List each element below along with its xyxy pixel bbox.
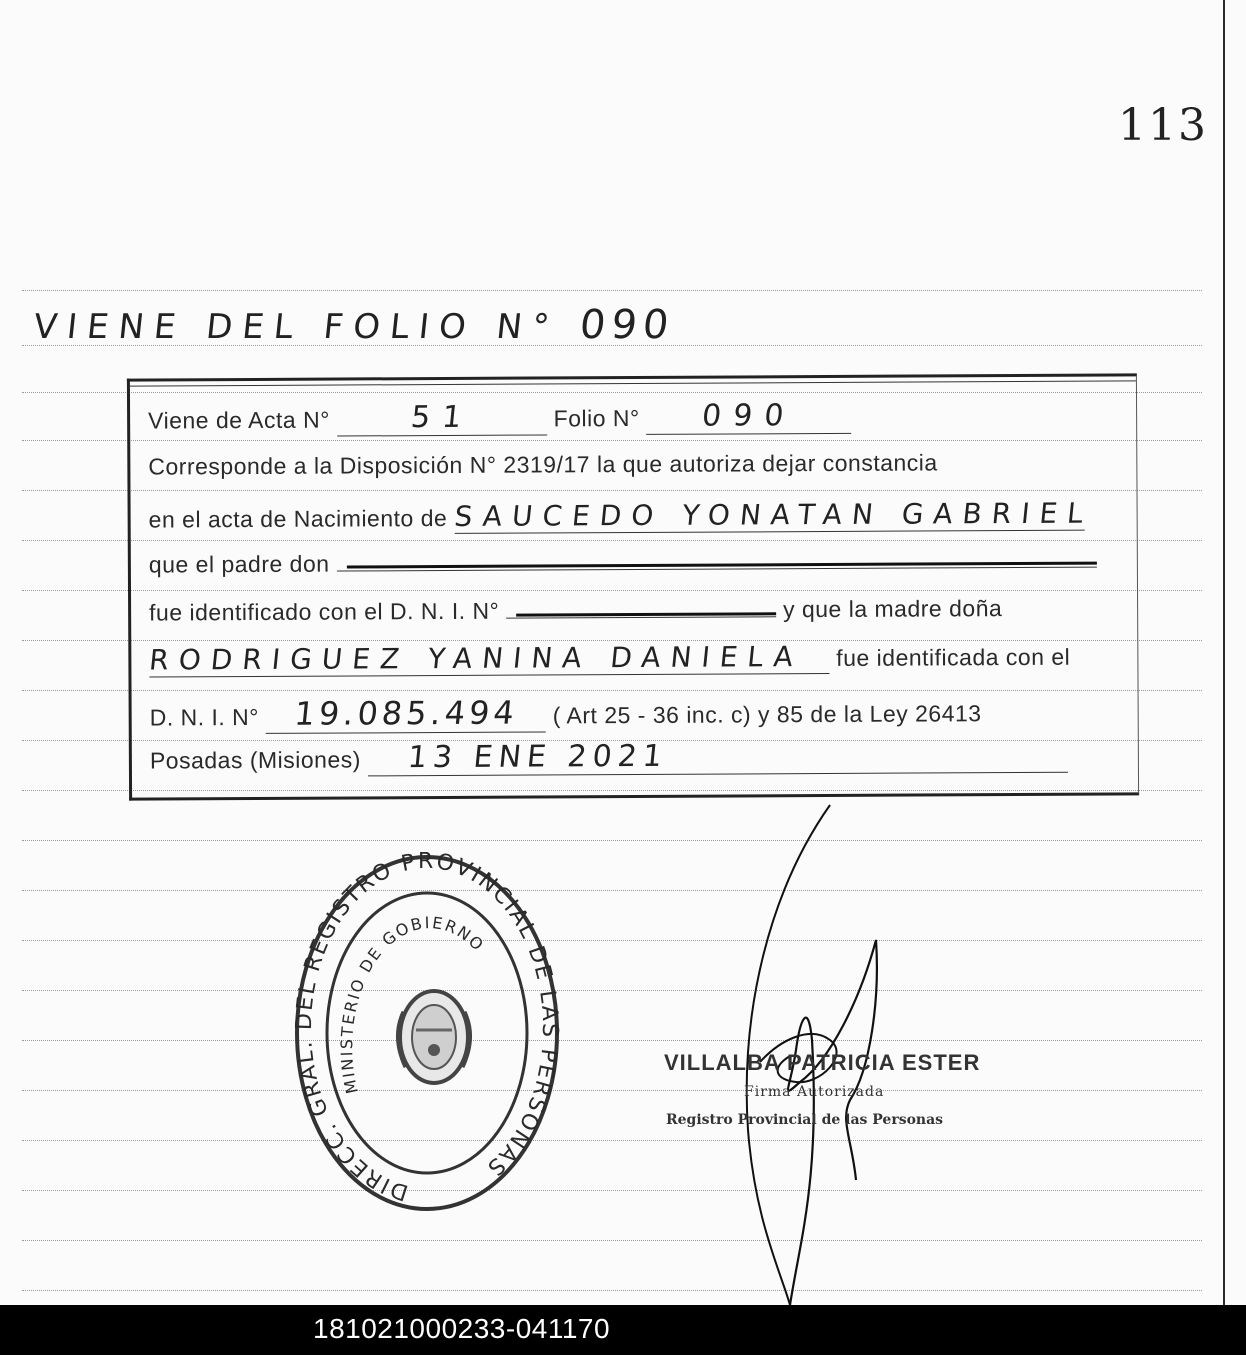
- mother-suffix: fue identificada con el: [836, 643, 1071, 671]
- date-field: [368, 737, 1068, 777]
- signatory-office: Registro Provincial de las Personas: [666, 1112, 944, 1128]
- stamp-line-place-date: [150, 737, 1068, 778]
- nacimiento-label: en el acta de Nacimiento de: [148, 504, 448, 533]
- acta-label: Viene de Acta N°: [148, 406, 330, 434]
- child-name: SAUCEDO YONATAN GABRIEL: [452, 496, 1095, 533]
- law-text: ( Art 25 - 36 inc. c) y 85 de la Ley 26413: [552, 700, 982, 729]
- official-seal: [292, 852, 562, 1214]
- child-name-field: [452, 496, 1095, 534]
- place-label: Posadas (Misiones): [149, 746, 361, 774]
- stamp-line-padre: [149, 547, 1097, 579]
- stamp-line-acta: [148, 398, 852, 438]
- signatory-role: Firma Autorizada: [744, 1084, 885, 1100]
- dni-padre-field: [506, 608, 776, 618]
- footer-bar: [0, 1305, 1246, 1355]
- disposition-stamp: [127, 373, 1139, 800]
- mother-name: RODRIGUEZ YANINA DANIELA: [147, 640, 805, 677]
- folio-field: [646, 398, 851, 435]
- signatory-name: VILLALBA PATRICIA ESTER: [664, 1050, 981, 1075]
- seal-outer-text: DIRECC. GRAL. DEL REGISTRO PROVINCIAL DE LAS PERSONAS: [292, 852, 562, 1205]
- padre-label: que el padre don: [148, 550, 330, 578]
- stamp-line-nacimiento: [148, 496, 1095, 536]
- coat-of-arms-emblem: [398, 991, 469, 1083]
- dni-madre-label: D. N. I. N°: [149, 703, 260, 731]
- dni-madre-value: 19.085.494: [292, 693, 520, 733]
- dni-madre-field: [266, 693, 546, 733]
- handwritten-header-note: [32, 302, 677, 348]
- acta-field: [337, 399, 547, 436]
- signature-block: [664, 1050, 981, 1128]
- document-code: 181021000233-041170: [313, 1313, 611, 1344]
- folio-label: Folio N°: [553, 404, 640, 432]
- date-value: 13 ENE 2021: [406, 738, 670, 776]
- stamp-line-dni-padre: [149, 595, 1002, 626]
- acta-value: 51: [408, 399, 475, 436]
- header-note-text: VIENE DEL FOLIO N°: [31, 307, 562, 347]
- madre-label: y que la madre doña: [782, 595, 1003, 623]
- stamp-line-dni-madre: [150, 691, 982, 734]
- page-right-rule: [1223, 0, 1225, 1305]
- dni-padre-label: fue identificado con el D. N. I. N°: [149, 597, 500, 626]
- page-number: 113: [1118, 100, 1208, 151]
- header-note-number: 090: [577, 302, 677, 348]
- padre-field: [336, 557, 1096, 572]
- stamp-line-disposition: Corresponde a la Disposición N° 2319/17 la que autoriza dejar constancia: [148, 449, 938, 480]
- folio-value: 090: [700, 398, 798, 434]
- seal-inner-text: MINISTERIO DE GOBIERNO: [337, 912, 489, 1096]
- mother-name-field: [149, 640, 829, 678]
- stamp-line-madre: [149, 639, 1070, 678]
